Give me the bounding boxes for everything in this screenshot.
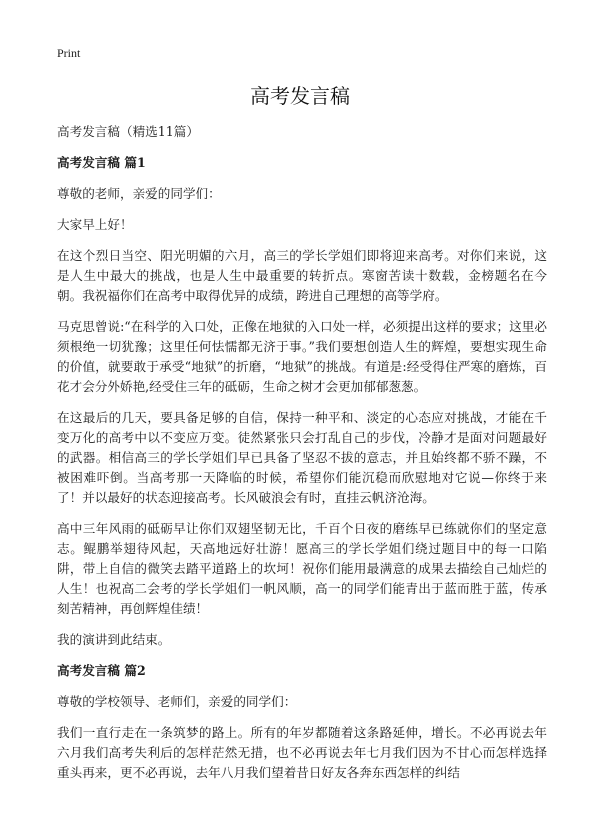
section-heading: 高考发言稿 篇1 <box>57 155 146 170</box>
document-title: 高考发言稿 <box>250 84 350 108</box>
paragraph: 我们一直行走在一条筑梦的路上。所有的年岁都随着这条路延伸，增长。不必再说去年六月我们高考失利后的怎样茫然无措，也不必再说去年七月我们因为不甘心而怎样选择重头再来，更不必再说，去年八月我们望着昔日好友各奔东西怎样的纠结 <box>57 725 547 780</box>
paragraph: 尊敬的学校领导、老师们，亲爱的同学们： <box>57 694 297 709</box>
document-body <box>57 122 547 793</box>
print-label: Print <box>57 46 81 60</box>
section-heading: 高考发言稿 篇2 <box>57 663 146 678</box>
paragraph: 大家早上好！ <box>57 217 133 232</box>
paragraph: 在这最后的几天，要具备足够的自信，保持一种平和、淡定的心态应对挑战，才能在千变万化的高考中以不变应万变。徒然紧张只会打乱自己的步伐，冷静才是面对问题最好的武器。相信高三的学长学姐们早已具备了坚忍不拔的意志，并且始终都不骄不躁，不被困难吓倒。当高考那一天降临的时候，希望你们能沉稳而欣慰地对它说—你终于来了！并以最好的状态迎接高考。长风破浪会有时，直挂云帆济沧海。 <box>57 410 547 505</box>
paragraph: 我的演讲到此结束。 <box>57 632 171 647</box>
document-subtitle: 高考发言稿（精选11篇） <box>57 124 199 139</box>
paragraph: 高中三年风雨的砥砺早让你们双翅坚韧无比，千百个日夜的磨练早已练就你们的坚定意志。鲲鹏举翅待风起，天高地远好壮游！愿高三的学长学姐们绕过题目中的每一口陷阱，带上自信的微笑去踏平道路上的坎坷！祝你们能用最满意的成果去描绘自己灿烂的人生！也祝高二会考的学长学姐们一帆风顺，高一的同学们能青出于蓝而胜于蓝，传承刻苦精神，再创辉煌佳绩！ <box>57 521 547 616</box>
paragraph: 马克思曾说:“在科学的入口处，正像在地狱的入口处一样，必须提出这样的要求；这里必须根绝一切犹豫；这里任何怯懦都无济于事。”我们要想创造人生的辉煌，要想实现生命的价值，就要敢于承受“地狱”的折磨，“地狱”的挑战。有道是:经受得住严寒的磨炼，百花才会分外娇艳,经受住三年的砥砺，生命之树才会更加郁郁葱葱。 <box>57 319 547 394</box>
paragraph: 尊敬的老师，亲爱的同学们： <box>57 186 221 201</box>
paragraph: 在这个烈日当空、阳光明媚的六月，高三的学长学姐们即将迎来高考。对你们来说，这是人生中最大的挑战，也是人生中最重要的转折点。寒窗苦读十数载，金榜题名在今朝。我祝福你们在高考中取得优异的成绩，跨进自己理想的高等学府。 <box>57 248 547 303</box>
